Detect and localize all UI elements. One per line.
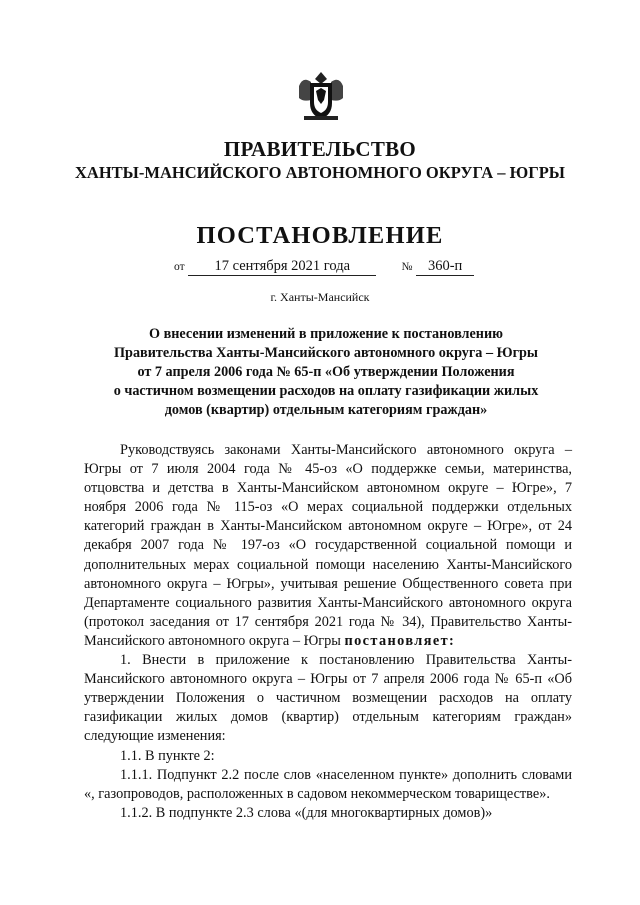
heading-line: домов (квартир) отдельным категориям граждан» bbox=[164, 402, 488, 418]
resolves-word: постановляет: bbox=[344, 632, 456, 649]
paragraph-1-1: 1.1. В пункте 2: bbox=[120, 747, 215, 764]
city: г. Ханты-Мансийск bbox=[270, 290, 370, 304]
document-body bbox=[84, 441, 572, 823]
paragraph-1-1-1: 1.1.1. Подпункт 2.2 после слов «населенном пункте» дополнить словами «, газопроводов, расположенных в садовом некоммерческом товариществе». bbox=[84, 766, 572, 802]
document-heading bbox=[80, 325, 572, 420]
preamble-text: Руководствуясь законами Ханты-Мансийского автономного округа – Югры от 7 июля 2004 года № 45-оз «О поддержке семьи, материнства, отцовства и детства в Ханты-Мансийском автономном округе – Югре», 7 ноября 2006 года № 115-оз «О мерах социальной поддержки отдельных категорий граждан в Ханты-Мансийском автономном округе – Югре», от 24 декабря 2007 года № 197-оз «О государственной социальной помощи и дополнительных мерах социальной помощи населению Ханты-Мансийского автономного округа – Югры», учитывая решение Общественного совета при Департаменте социального развития Ханты-Мансийского автономного округа (протокол заседания от 17 сентября 2021 года № 34), Правительство Ханты-Мансийского автономного округа – Югры bbox=[84, 442, 572, 649]
heading-line: о частичном возмещении расходов на оплату газификации жилых bbox=[113, 383, 539, 399]
paragraph-preamble bbox=[84, 441, 572, 651]
document-type: ПОСТАНОВЛЕНИЕ bbox=[196, 222, 444, 249]
heading-line: О внесении изменений в приложение к постановлению bbox=[148, 326, 503, 342]
document-date: 17 сентября 2021 года bbox=[188, 258, 376, 276]
paragraph-1: 1. Внести в приложение к постановлению Правительства Ханты-Мансийского автономного округа – Югры от 7 апреля 2006 года № 65-п «Об утверждении Положения о частичном возмещении расходов на оплату газификации жилых домов (квартир) отдельным категориям граждан» следующие изменения: bbox=[84, 652, 572, 745]
heading-line: от 7 апреля 2006 года № 65-п «Об утверждении Положения bbox=[137, 364, 515, 380]
region-name: ХАНТЫ-МАНСИЙСКОГО АВТОНОМНОГО ОКРУГА – ЮГРЫ bbox=[75, 163, 565, 182]
date-number-line bbox=[174, 258, 474, 276]
date-prefix: от bbox=[174, 261, 185, 273]
heading-line: Правительства Ханты-Мансийского автономного округа – Югры bbox=[114, 345, 538, 361]
number-prefix: № bbox=[401, 261, 413, 273]
paragraph-1-1-2: 1.1.2. В подпункте 2.3 слова «(для многоквартирных домов)» bbox=[120, 804, 493, 821]
government-name: ПРАВИТЕЛЬСТВО bbox=[223, 137, 417, 161]
coat-of-arms-icon bbox=[292, 66, 350, 124]
document-number: 360-п bbox=[416, 258, 474, 276]
